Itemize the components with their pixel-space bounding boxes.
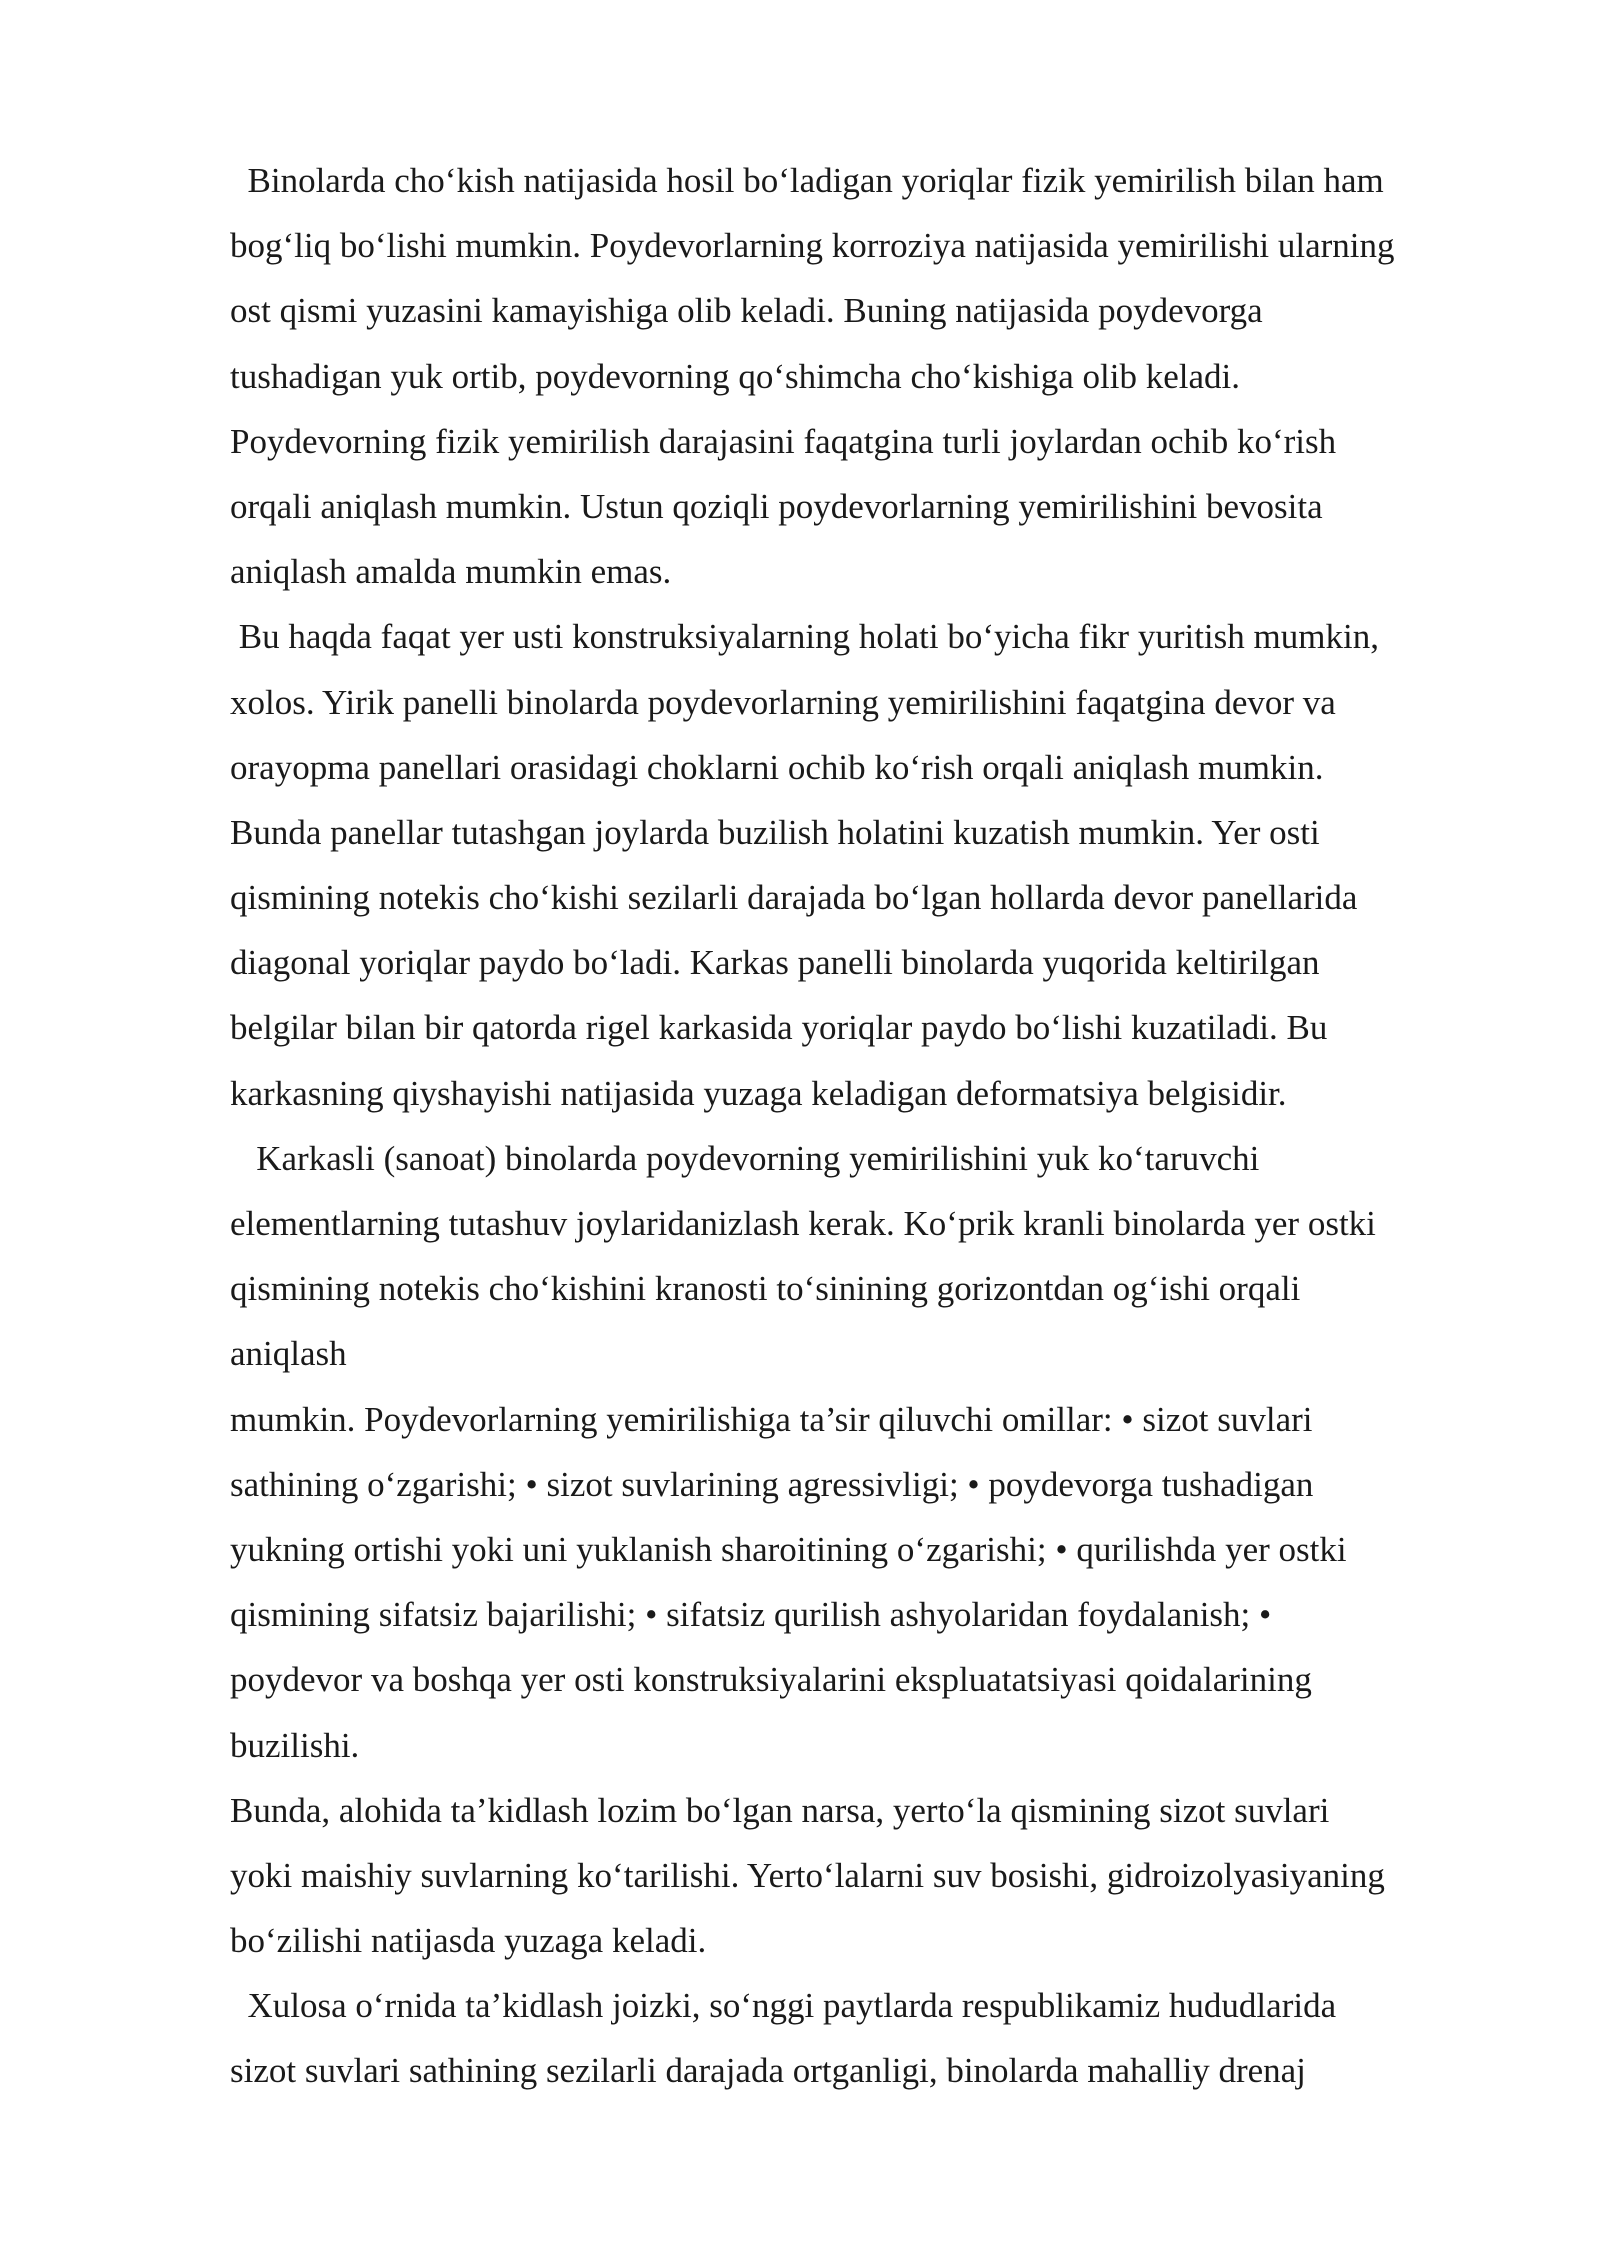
- text-line: poydevor va boshqa yer osti konstruksiyalarini ekspluatatsiyasi qoidalarining: [230, 1660, 1312, 1700]
- text-line: Karkasli (sanoat) binolarda poydevorning yemirilishini yuk ko‘taruvchi: [230, 1138, 1260, 1178]
- text-line: qismining sifatsiz bajarilishi; • sifatsiz qurilish ashyolaridan foydalanish; •: [230, 1595, 1272, 1635]
- text-line: Bu haqda faqat yer usti konstruksiyalarning holati bo‘yicha fikr yuritish mumkin,: [230, 617, 1379, 657]
- text-line: Bunda, alohida ta’kidlash lozim bo‘lgan narsa, yerto‘la qismining sizot suvlari: [230, 1790, 1330, 1830]
- text-line: elementlarning tutashuv joylaridanizlash kerak. Ko‘prik kranli binolarda yer ostki: [230, 1204, 1376, 1243]
- text-line: aniqlash: [230, 1334, 347, 1374]
- text-line: belgilar bilan bir qatorda rigel karkasida yoriqlar paydo bo‘lishi kuzatiladi. Bu: [230, 1008, 1328, 1048]
- text-line: yoki maishiy suvlarning ko‘tarilishi. Yerto‘lalarni suv bosishi, gidroizolyasiyaning: [230, 1855, 1385, 1895]
- text-line: bo‘zilishi natijasda yuzaga keladi.: [230, 1921, 707, 1961]
- text-line: buzilishi.: [230, 1725, 360, 1765]
- text-line: orayopma panellari orasidagi choklarni ochib ko‘rish orqali aniqlash mumkin.: [230, 747, 1324, 787]
- text-line: Binolarda cho‘kish natijasida hosil bo‘ladigan yoriqlar fizik yemirilish bilan ham: [230, 161, 1384, 200]
- text-line: mumkin. Poydevorlarning yemirilishiga ta’sir qiluvchi omillar: • sizot suvlari: [230, 1399, 1313, 1439]
- text-line: sizot suvlari sathining sezilarli darajada ortganligi, binolarda mahalliy drenaj: [230, 2051, 1306, 2091]
- text-line: aniqlash amalda mumkin emas.: [230, 552, 672, 592]
- text-line: diagonal yoriqlar paydo bo‘ladi. Karkas panelli binolarda yuqorida keltirilgan: [230, 943, 1320, 983]
- text-line: Poydevorning fizik yemirilish darajasini faqatgina turli joylardan ochib ko‘rish: [230, 421, 1337, 461]
- text-line: qismining notekis cho‘kishi sezilarli darajada bo‘lgan hollarda devor panellarida: [230, 878, 1358, 918]
- body-text: [230, 148, 1500, 2104]
- text-line: yukning ortishi yoki uni yuklanish sharoitining o‘zgarishi; • qurilishda yer ostki: [230, 1529, 1347, 1569]
- text-line: bog‘liq bo‘lishi mumkin. Poydevorlarning korroziya natijasida yemirilishi ularning: [230, 226, 1395, 266]
- text-line: Bunda panellar tutashgan joylarda buzilish holatini kuzatish mumkin. Yer osti: [230, 812, 1320, 852]
- text-line: karkasning qiyshayishi natijasida yuzaga keladigan deformatsiya belgisidir.: [230, 1073, 1287, 1113]
- text-line: tushadigan yuk ortib, poydevorning qo‘shimcha cho‘kishiga olib keladi.: [230, 356, 1240, 396]
- text-line: xolos. Yirik panelli binolarda poydevorlarning yemirilishini faqatgina devor va: [230, 682, 1336, 722]
- text-line: orqali aniqlash mumkin. Ustun qoziqli poydevorlarning yemirilishini bevosita: [230, 486, 1323, 526]
- text-line: sathining o‘zgarishi; • sizot suvlarining agressivligi; • poydevorga tushadigan: [230, 1464, 1314, 1504]
- text-line: ost qismi yuzasini kamayishiga olib keladi. Buning natijasida poydevorga: [230, 291, 1263, 331]
- text-line: qismining notekis cho‘kishini kranosti to‘sinining gorizontdan og‘ishi orqali: [230, 1269, 1301, 1309]
- text-line: Xulosa o‘rnida ta’kidlash joizki, so‘nggi paytlarda respublikamiz hududlarida: [230, 1986, 1337, 2026]
